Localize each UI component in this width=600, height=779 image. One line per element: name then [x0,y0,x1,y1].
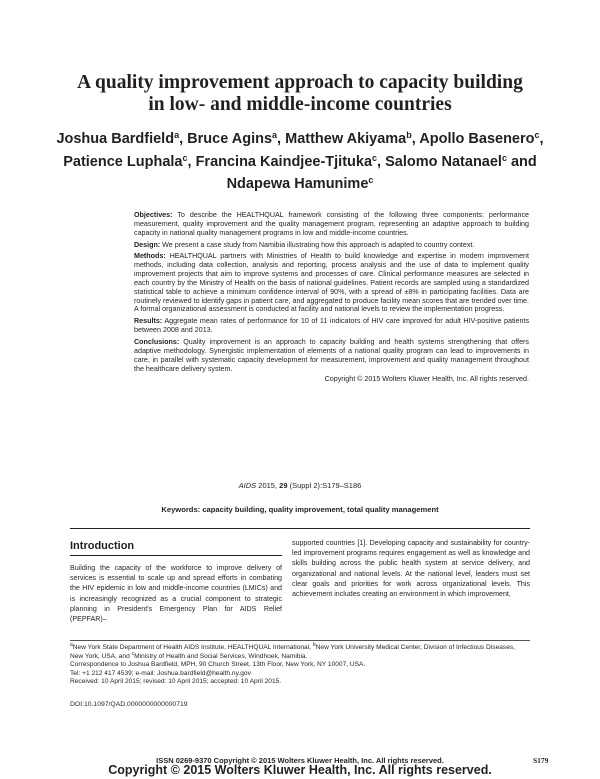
author-name: Joshua Bardfield [56,131,175,147]
title-line-2: in low- and middle-income countries [148,94,452,115]
author-name: Matthew Akiyama [285,131,407,147]
contact-info: Tel: +1 212 417 4539; e-mail: Joshua.bardfield@health.ny.gov [70,669,251,677]
intro-column-2: supported countries [1]. Developing capacity and sustainability for country-led improvement programs requires engagement as well as knowledge and skills building across the public health system at service delivery, and organizational and national levels. At the national level, leaders must set clear goals and priorities for work across organizational levels. This achievement includes creating an environment in which improvement, [292,539,530,599]
citation-pages: (Suppl 2):S179–S186 [289,481,362,490]
author-affiliation: c [534,130,540,140]
footnote-divider [70,640,530,641]
abstract-copyright: Copyright © 2015 Wolters Kluwer Health, Inc. All rights reserved. [324,375,529,384]
author-name: Bruce Agins [187,131,273,147]
affiliations [70,644,530,661]
author-affiliation: a [174,130,180,140]
abstract [134,211,529,384]
author [63,154,187,170]
author [196,154,377,170]
aff-c-marker: c [131,650,135,657]
abstract-design [134,241,529,250]
heading-underline [70,555,282,556]
abstract-objectives [134,211,529,238]
citation-journal: AIDS [238,481,257,490]
copyright-watermark: Copyright © 2015 Wolters Kluwer Health, Inc. All rights reserved. [108,763,492,777]
correspondence: Correspondence to Joshua Bardfield, MPH, 90 Church Street, 13th Floor, New York, NY 10007, USA. [70,661,366,669]
design-label: Design: [134,240,161,249]
author-name: Francina Kaindjee-Tjituka [195,153,373,170]
aff-a-marker: a [70,642,73,648]
author-affiliation: c [501,152,507,163]
keywords-text: capacity building, quality improvement, total quality management [202,505,439,514]
objectives-label: Objectives: [134,211,173,219]
doi: DOI:10.1097/QAD.0000000000000719 [70,701,188,708]
conclusions-label: Conclusions: [134,337,180,346]
author-affiliation: c [182,152,188,163]
results-text: Aggregate mean rates of performance for 10 of 11 indicators of HIV care improved for adult HIV-positive patients between 2008 and 2013. [134,317,530,335]
keywords [40,505,560,514]
author-list: Joshua Bardfield$^a$, Bruce Agins$^a$, Matthew Akiyama$^b$, Apollo Basenero$^c$, Patience Luphala$^c$, Francina Kaindjee-Tjituka$^c$, Salomo Natanael$^c$ and Ndapewa Hamunime$^c$ [56,130,544,192]
author-affiliation: c [368,175,374,185]
methods-label: Methods: [134,252,166,261]
author [187,131,277,147]
author-name: Apollo Basenero [419,131,535,147]
author-name: Ndapewa Hamunime [226,176,369,192]
abstract-conclusions [134,338,529,373]
author [385,154,507,170]
abstract-results [134,317,529,335]
author [56,131,179,147]
keywords-label: Keywords: [161,505,201,514]
author-name: Patience Luphala [63,153,183,170]
citation-volume: 29 [279,481,288,490]
footnotes [70,644,530,687]
author [285,131,412,147]
author [419,131,539,147]
section-heading: Introduction [70,540,135,552]
article-title [40,72,560,116]
page-number: S179 [533,756,549,765]
design-text: We present a case study from Namibia illustrating how this approach is adapted to country context. [162,240,475,249]
author [227,176,374,192]
section-divider [70,528,530,529]
aff-a: New York State Department of Health AIDS Institute, HEALTHQUAL International, [72,644,312,651]
objectives-text: To describe the HEALTHQUAL framework consisting of the following three components: performance measurement, quality improvement and the quality management program, representing an adaptive approach to building capacity in national quality management programs in low and middle-income countries. [134,211,529,237]
aff-c: Ministry of Health and Social Services, Windhoek, Namibia. [134,652,308,660]
results-label: Results: [134,317,163,326]
author-affiliation: b [406,130,412,140]
author-name: Salomo Natanael [385,153,502,170]
author-affiliation: c [372,152,378,163]
issn-footer: ISSN 0269-9370 Copyright © 2015 Wolters Kluwer Health, Inc. All rights reserved. [156,756,444,765]
abstract-methods [134,252,529,314]
author-affiliation: a [272,130,278,140]
title-line-1: A quality improvement approach to capacity building [77,72,523,93]
methods-text: HEALTHQUAL partners with Ministries of Health to build knowledge and expertise in modern improvement methods, including data collection, analysis and reporting, process analysis and the use of data to implement quality improvement projects that aim to improve systems and processes of care. Clinical performance measures are selected in each country by the Ministry of Health on the basis of national guidelines. Patient records are sampled using a standardized statistical table to achieve a minimum confidence interval of 90%, with a spread of ±8% in participating facilities. Data are routinely reviewed to identify gaps in patient care, and aggregated to produce facility mean scores that are trended over time. A formal organizational assessment is conducted at facility and national levels to review the implementation progress. [134,252,529,314]
dates: Received: 10 April 2015; revised: 10 April 2015; accepted: 10 April 2015. [70,678,282,686]
aff-b-marker: b [312,642,316,648]
intro-column-1: Building the capacity of the workforce to improve delivery of services is essential to scale up and spread efforts in combating the HIV epidemic in low and middle-income countries (LMICs) and is increasingly recognized as a crucial component to strategic planning in President's Emergency Plan for AIDS Relief (PEPFAR)– [70,564,282,624]
conclusions-text: Quality improvement is an approach to capacity building and health systems strengthening that offers adaptive methodology. Synergistic implementation of elements of a national quality program can lead to improvements in care, in parallel with systematic capacity development for measurement, improvement and quality management throughout the healthcare delivery system. [134,337,529,373]
aff-b: New York University Medical Center, Division of Infectious Diseases, New York, USA, and [70,644,516,660]
citation-year: 2015, [258,481,278,490]
citation [40,481,560,490]
